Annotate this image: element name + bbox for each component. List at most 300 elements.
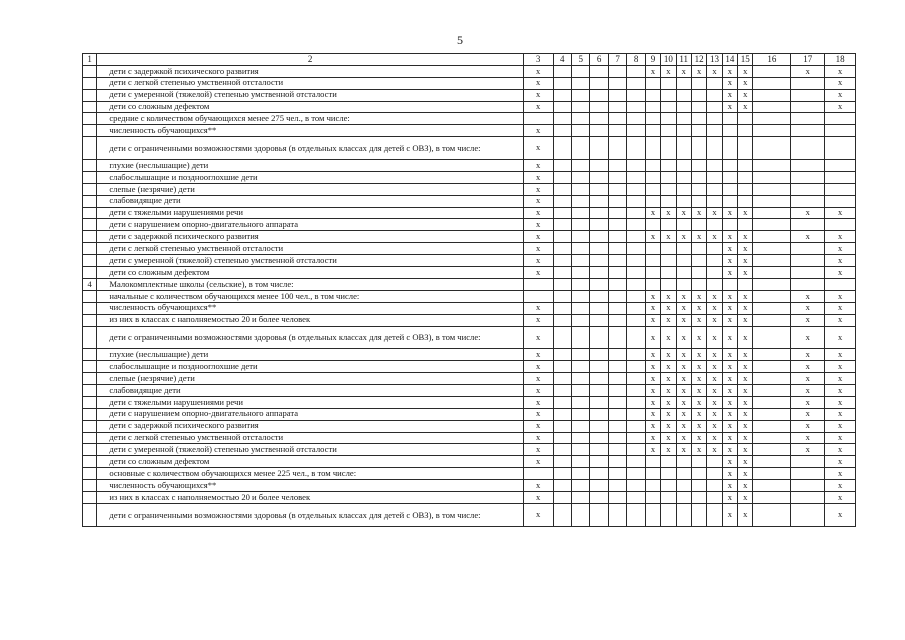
mark-cell: x <box>722 101 737 113</box>
mark-cell <box>627 219 645 231</box>
mark-cell: x <box>722 480 737 492</box>
row-number-cell <box>83 302 97 314</box>
mark-cell <box>571 65 589 77</box>
row-number-cell <box>83 373 97 385</box>
mark-cell: x <box>825 89 856 101</box>
mark-cell <box>791 160 825 172</box>
mark-cell <box>627 384 645 396</box>
table-row <box>83 101 856 113</box>
table-row <box>83 207 856 219</box>
mark-cell: x <box>825 468 856 480</box>
mark-cell <box>627 503 645 526</box>
row-number-cell <box>83 219 97 231</box>
mark-cell: x <box>645 420 660 432</box>
table-row <box>83 137 856 160</box>
mark-cell: x <box>738 503 753 526</box>
mark-cell <box>590 89 608 101</box>
mark-cell: x <box>791 432 825 444</box>
mark-cell: x <box>645 384 660 396</box>
mark-cell <box>608 219 626 231</box>
row-label-cell: дети с легкой степенью умственной отсталости <box>97 243 523 255</box>
mark-cell: x <box>523 231 553 243</box>
mark-cell <box>691 468 706 480</box>
mark-cell <box>627 491 645 503</box>
table-row <box>83 491 856 503</box>
mark-cell <box>738 183 753 195</box>
mark-cell <box>645 219 660 231</box>
mark-cell <box>553 207 571 219</box>
mark-cell <box>590 408 608 420</box>
mark-cell <box>627 468 645 480</box>
mark-cell <box>825 160 856 172</box>
mark-cell <box>608 183 626 195</box>
mark-cell: x <box>691 432 706 444</box>
table-row <box>83 160 856 172</box>
table-row <box>83 183 856 195</box>
mark-cell <box>571 113 589 125</box>
mark-cell: x <box>676 326 691 349</box>
mark-cell <box>791 243 825 255</box>
header-cell: 18 <box>825 54 856 66</box>
mark-cell: x <box>523 420 553 432</box>
mark-cell: x <box>722 65 737 77</box>
row-label-cell: из них в классах с наполняемостью 20 и более человек <box>97 314 523 326</box>
mark-cell: x <box>738 420 753 432</box>
mark-cell: x <box>523 137 553 160</box>
mark-cell <box>608 302 626 314</box>
mark-cell <box>553 373 571 385</box>
mark-cell: x <box>661 326 676 349</box>
mark-cell <box>627 113 645 125</box>
mark-cell <box>553 468 571 480</box>
mark-cell: x <box>691 420 706 432</box>
mark-cell: x <box>738 468 753 480</box>
mark-cell: x <box>825 302 856 314</box>
row-number-cell <box>83 349 97 361</box>
mark-cell <box>627 160 645 172</box>
mark-cell <box>753 89 791 101</box>
mark-cell: x <box>825 361 856 373</box>
mark-cell: x <box>691 302 706 314</box>
row-label-cell: начальные с количеством обучающихся менее 100 чел., в том числе: <box>97 290 523 302</box>
mark-cell <box>553 480 571 492</box>
mark-cell: x <box>676 65 691 77</box>
row-label-cell: дети с ограниченными возможностями здоровья (в отдельных классах для детей с ОВЗ), в том числе: <box>97 137 523 160</box>
table-row <box>83 231 856 243</box>
mark-cell <box>707 468 722 480</box>
table-row <box>83 171 856 183</box>
mark-cell <box>645 77 660 89</box>
mark-cell <box>738 160 753 172</box>
row-label-cell: глухие (неслышащие) дети <box>97 160 523 172</box>
mark-cell <box>571 231 589 243</box>
mark-cell <box>707 255 722 267</box>
mark-cell: x <box>676 432 691 444</box>
mark-cell: x <box>738 373 753 385</box>
mark-cell: x <box>523 207 553 219</box>
row-number-cell <box>83 183 97 195</box>
mark-cell <box>608 491 626 503</box>
mark-cell <box>676 219 691 231</box>
mark-cell <box>553 326 571 349</box>
mark-cell: x <box>661 290 676 302</box>
table-row <box>83 89 856 101</box>
mark-cell: x <box>722 290 737 302</box>
row-number-cell <box>83 432 97 444</box>
row-number-cell <box>83 491 97 503</box>
mark-cell: x <box>661 408 676 420</box>
mark-cell <box>691 480 706 492</box>
mark-cell: x <box>523 432 553 444</box>
mark-cell <box>571 491 589 503</box>
mark-cell: x <box>523 491 553 503</box>
mark-cell: x <box>707 207 722 219</box>
mark-cell <box>627 278 645 290</box>
mark-cell <box>691 491 706 503</box>
mark-cell: x <box>645 444 660 456</box>
mark-cell <box>608 396 626 408</box>
mark-cell: x <box>523 77 553 89</box>
row-number-cell <box>83 89 97 101</box>
mark-cell <box>590 432 608 444</box>
mark-cell: x <box>722 456 737 468</box>
mark-cell <box>707 183 722 195</box>
mark-cell: x <box>645 302 660 314</box>
row-label-cell: дети с ограниченными возможностями здоровья (в отдельных классах для детей с ОВЗ), в том числе: <box>97 326 523 349</box>
mark-cell <box>590 171 608 183</box>
mark-cell <box>627 65 645 77</box>
mark-cell: x <box>691 231 706 243</box>
mark-cell <box>571 183 589 195</box>
mark-cell <box>661 101 676 113</box>
mark-cell <box>825 183 856 195</box>
mark-cell <box>608 195 626 207</box>
mark-cell <box>571 444 589 456</box>
mark-cell <box>691 456 706 468</box>
mark-cell <box>645 278 660 290</box>
mark-cell: x <box>825 231 856 243</box>
mark-cell <box>738 219 753 231</box>
mark-cell <box>590 480 608 492</box>
mark-cell <box>523 113 553 125</box>
row-label-cell: дети с нарушением опорно-двигательного аппарата <box>97 219 523 231</box>
table-row <box>83 432 856 444</box>
mark-cell: x <box>738 361 753 373</box>
mark-cell <box>738 171 753 183</box>
mark-cell <box>753 171 791 183</box>
mark-cell: x <box>738 384 753 396</box>
mark-cell <box>661 137 676 160</box>
mark-cell <box>753 65 791 77</box>
mark-cell: x <box>825 480 856 492</box>
mark-cell <box>608 373 626 385</box>
mark-cell: x <box>707 396 722 408</box>
mark-cell: x <box>676 231 691 243</box>
mark-cell: x <box>722 314 737 326</box>
row-label-cell: дети с ограниченными возможностями здоровья (в отдельных классах для детей с ОВЗ), в том числе: <box>97 503 523 526</box>
mark-cell: x <box>825 396 856 408</box>
mark-cell: x <box>523 408 553 420</box>
mark-cell: x <box>523 89 553 101</box>
mark-cell: x <box>523 302 553 314</box>
mark-cell: x <box>645 349 660 361</box>
mark-cell: x <box>722 89 737 101</box>
mark-cell: x <box>825 77 856 89</box>
mark-cell: x <box>676 314 691 326</box>
row-label-cell: основные с количеством обучающихся менее 225 чел., в том числе: <box>97 468 523 480</box>
mark-cell <box>571 432 589 444</box>
table-row <box>83 349 856 361</box>
mark-cell <box>707 456 722 468</box>
mark-cell <box>553 396 571 408</box>
mark-cell <box>608 243 626 255</box>
mark-cell: x <box>523 314 553 326</box>
mark-cell: x <box>691 314 706 326</box>
mark-cell <box>553 302 571 314</box>
mark-cell <box>523 290 553 302</box>
mark-cell <box>791 219 825 231</box>
mark-cell: x <box>722 326 737 349</box>
mark-cell <box>645 137 660 160</box>
mark-cell <box>661 480 676 492</box>
mark-cell: x <box>722 231 737 243</box>
row-label-cell: дети с задержкой психического развития <box>97 65 523 77</box>
mark-cell <box>691 278 706 290</box>
header-cell: 3 <box>523 54 553 66</box>
mark-cell: x <box>738 432 753 444</box>
mark-cell <box>722 125 737 137</box>
mark-cell <box>553 384 571 396</box>
mark-cell: x <box>791 349 825 361</box>
mark-cell: x <box>825 456 856 468</box>
mark-cell <box>645 468 660 480</box>
mark-cell: x <box>691 444 706 456</box>
mark-cell <box>571 503 589 526</box>
mark-cell <box>553 408 571 420</box>
mark-cell <box>791 456 825 468</box>
mark-cell <box>590 160 608 172</box>
row-number-cell <box>83 125 97 137</box>
mark-cell: x <box>691 373 706 385</box>
mark-cell <box>590 302 608 314</box>
mark-cell <box>627 243 645 255</box>
mark-cell: x <box>523 171 553 183</box>
mark-cell <box>691 89 706 101</box>
mark-cell <box>691 160 706 172</box>
mark-cell <box>691 219 706 231</box>
mark-cell <box>571 195 589 207</box>
mark-cell <box>753 408 791 420</box>
table-row <box>83 219 856 231</box>
mark-cell <box>707 77 722 89</box>
row-number-cell <box>83 444 97 456</box>
mark-cell: x <box>707 326 722 349</box>
mark-cell <box>608 456 626 468</box>
mark-cell <box>753 361 791 373</box>
mark-cell: x <box>722 444 737 456</box>
mark-cell: x <box>523 65 553 77</box>
mark-cell <box>627 89 645 101</box>
mark-cell <box>571 267 589 279</box>
row-label-cell: дети с задержкой психического развития <box>97 420 523 432</box>
mark-cell: x <box>691 290 706 302</box>
mark-cell <box>645 456 660 468</box>
mark-cell: x <box>691 408 706 420</box>
mark-cell <box>707 491 722 503</box>
mark-cell <box>608 468 626 480</box>
mark-cell <box>571 468 589 480</box>
mark-cell: x <box>722 243 737 255</box>
mark-cell <box>627 349 645 361</box>
row-number-cell <box>83 480 97 492</box>
mark-cell <box>753 468 791 480</box>
mark-cell <box>825 137 856 160</box>
mark-cell <box>645 491 660 503</box>
row-label-cell: дети со сложным дефектом <box>97 456 523 468</box>
mark-cell <box>753 349 791 361</box>
table-row <box>83 456 856 468</box>
mark-cell: x <box>825 243 856 255</box>
mark-cell <box>608 290 626 302</box>
mark-cell <box>645 125 660 137</box>
mark-cell: x <box>738 326 753 349</box>
mark-cell: x <box>722 373 737 385</box>
row-number-cell <box>83 195 97 207</box>
mark-cell <box>590 267 608 279</box>
mark-cell <box>791 195 825 207</box>
mark-cell: x <box>523 361 553 373</box>
mark-cell <box>608 101 626 113</box>
mark-cell <box>661 503 676 526</box>
row-label-cell: слабовидящие дети <box>97 384 523 396</box>
mark-cell: x <box>707 314 722 326</box>
mark-cell: x <box>661 231 676 243</box>
mark-cell: x <box>661 384 676 396</box>
mark-cell <box>590 137 608 160</box>
mark-cell: x <box>691 361 706 373</box>
header-cell: 10 <box>661 54 676 66</box>
mark-cell: x <box>523 480 553 492</box>
mark-cell <box>627 290 645 302</box>
row-number-cell <box>83 231 97 243</box>
mark-cell <box>661 491 676 503</box>
mark-cell <box>722 160 737 172</box>
mark-cell <box>571 314 589 326</box>
mark-cell: x <box>707 302 722 314</box>
mark-cell <box>707 137 722 160</box>
mark-cell <box>608 255 626 267</box>
header-cell: 17 <box>791 54 825 66</box>
mark-cell <box>590 349 608 361</box>
mark-cell: x <box>676 349 691 361</box>
table-row <box>83 65 856 77</box>
mark-cell <box>661 243 676 255</box>
mark-cell: x <box>722 408 737 420</box>
mark-cell <box>753 480 791 492</box>
mark-cell <box>753 373 791 385</box>
mark-cell <box>645 243 660 255</box>
row-label-cell: слепые (незрячие) дети <box>97 373 523 385</box>
mark-cell <box>707 267 722 279</box>
mark-cell: x <box>791 207 825 219</box>
row-number-cell <box>83 384 97 396</box>
mark-cell: x <box>523 255 553 267</box>
mark-cell <box>553 278 571 290</box>
mark-cell: x <box>661 373 676 385</box>
mark-cell: x <box>825 267 856 279</box>
mark-cell <box>627 420 645 432</box>
row-label-cell: дети со сложным дефектом <box>97 101 523 113</box>
mark-cell <box>661 171 676 183</box>
mark-cell <box>553 219 571 231</box>
header-cell: 15 <box>738 54 753 66</box>
mark-cell <box>590 231 608 243</box>
mark-cell: x <box>791 302 825 314</box>
mark-cell <box>571 243 589 255</box>
mark-cell <box>553 125 571 137</box>
mark-cell <box>571 456 589 468</box>
mark-cell <box>608 207 626 219</box>
table-row <box>83 77 856 89</box>
mark-cell: x <box>738 314 753 326</box>
mark-cell <box>590 101 608 113</box>
mark-cell <box>707 278 722 290</box>
mark-cell <box>645 267 660 279</box>
mark-cell <box>791 503 825 526</box>
mark-cell <box>753 137 791 160</box>
mark-cell <box>553 160 571 172</box>
mark-cell <box>590 290 608 302</box>
mark-cell: x <box>738 255 753 267</box>
mark-cell <box>590 77 608 89</box>
mark-cell <box>608 77 626 89</box>
row-number-cell <box>83 267 97 279</box>
mark-cell: x <box>661 361 676 373</box>
mark-cell: x <box>791 420 825 432</box>
mark-cell: x <box>738 408 753 420</box>
mark-cell <box>753 314 791 326</box>
mark-cell <box>645 160 660 172</box>
mark-cell: x <box>738 207 753 219</box>
mark-cell <box>722 219 737 231</box>
mark-cell <box>608 278 626 290</box>
row-label-cell: глухие (неслышащие) дети <box>97 349 523 361</box>
mark-cell: x <box>738 65 753 77</box>
mark-cell <box>722 278 737 290</box>
mark-cell <box>791 255 825 267</box>
mark-cell: x <box>645 290 660 302</box>
row-label-cell: Малокомплектные школы (сельские), в том числе: <box>97 278 523 290</box>
mark-cell: x <box>722 384 737 396</box>
mark-cell <box>553 349 571 361</box>
header-cell: 9 <box>645 54 660 66</box>
mark-cell <box>608 125 626 137</box>
mark-cell <box>571 137 589 160</box>
mark-cell <box>753 456 791 468</box>
mark-cell <box>676 480 691 492</box>
mark-cell <box>691 113 706 125</box>
row-number-cell <box>83 408 97 420</box>
mark-cell <box>553 65 571 77</box>
mark-cell <box>722 171 737 183</box>
mark-cell <box>676 89 691 101</box>
header-cell: 12 <box>691 54 706 66</box>
mark-cell <box>753 432 791 444</box>
mark-cell <box>753 195 791 207</box>
mark-cell <box>590 491 608 503</box>
mark-cell <box>608 444 626 456</box>
mark-cell <box>571 219 589 231</box>
